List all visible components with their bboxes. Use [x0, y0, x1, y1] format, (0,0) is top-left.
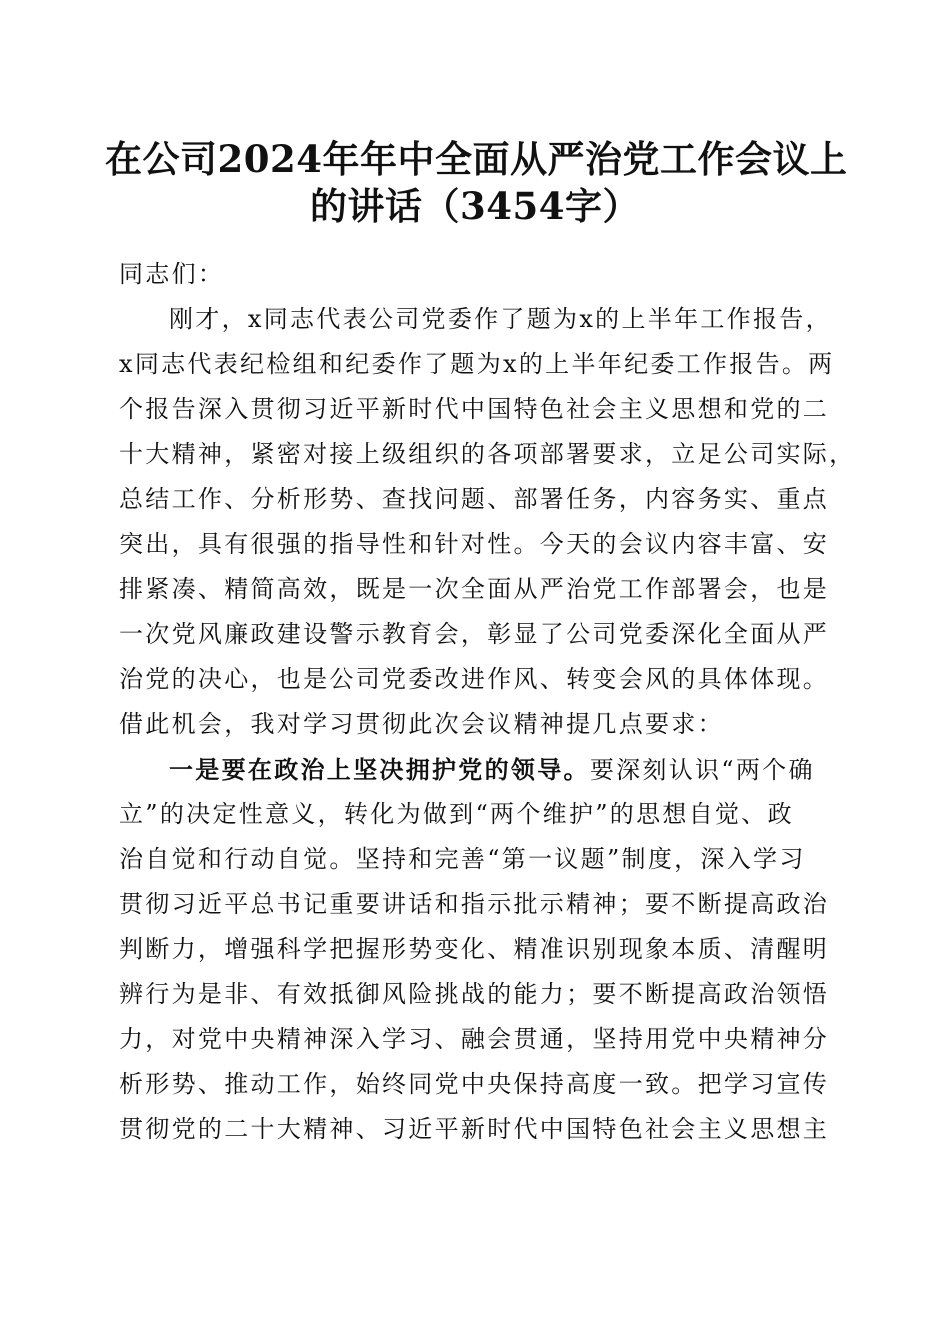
- title-line-2: 的讲话（3454字）: [310, 184, 640, 228]
- paragraph-2-line: 判断力，增强科学把握形势变化、精准识别现象本质、清醒明: [119, 935, 830, 963]
- paragraph-1-line: 突出，具有很强的指导性和针对性。今天的会议内容丰富、安: [119, 530, 830, 558]
- paragraph-1-line: 刚才，x同志代表公司党委作了题为x的上半年工作报告，: [169, 305, 832, 333]
- document-title: [105, 136, 848, 230]
- paragraph-2-line: 辨行为是非、有效抵御风险挑战的能力；要不断提高政治领悟: [119, 980, 830, 1008]
- paragraph-1-line: x同志代表纪检组和纪委作了题为x的上半年纪委工作报告。两: [119, 350, 835, 378]
- title-line-1: 在公司2024年年中全面从严治党工作会议上: [105, 137, 848, 181]
- paragraph-1-line: 总结工作、分析形势、查找问题、部署任务，内容务实、重点: [119, 485, 830, 513]
- paragraph-1-line: 个报告深入贯彻习近平新时代中国特色社会主义思想和党的二: [119, 395, 830, 423]
- paragraph-2-line: 贯彻党的二十大精神、习近平新时代中国特色社会主义思想主: [119, 1115, 830, 1143]
- greeting: 同志们：: [119, 260, 225, 288]
- paragraph-2-first-rest: 要深刻认识“两个确: [589, 756, 815, 784]
- paragraph-2-line: 立”的决定性意义，转化为做到“两个维护”的思想自觉、政: [119, 800, 794, 828]
- paragraph-2-first-line: [119, 747, 839, 792]
- paragraph-1-line: 治党的决心，也是公司党委改进作风、转变会风的具体体现。: [119, 665, 830, 693]
- paragraph-2-heading: 一是要在政治上坚决拥护党的领导。: [169, 755, 590, 784]
- paragraph-1-line: 借此机会，我对学习贯彻此次会议精神提几点要求：: [119, 710, 724, 738]
- paragraph-2-line: 治自觉和行动自觉。坚持和完善“第一议题”制度，深入学习: [119, 845, 806, 873]
- paragraph-2-line: 析形势、推动工作，始终同党中央保持高度一致。把学习宣传: [119, 1070, 830, 1098]
- paragraph-1-line: 一次党风廉政建设警示教育会，彰显了公司党委深化全面从严: [119, 620, 830, 648]
- paragraph-2-line: 力，对党中央精神深入学习、融会贯通，坚持用党中央精神分: [119, 1025, 830, 1053]
- paragraph-1-line: 十大精神，紧密对接上级组织的各项部署要求，立足公司实际，: [119, 440, 856, 468]
- document-body: [119, 252, 856, 1152]
- paragraph-2-line: 贯彻习近平总书记重要讲话和指示批示精神；要不断提高政治: [119, 890, 830, 918]
- paragraph-1-line: 排紧凑、精简高效，既是一次全面从严治党工作部署会，也是: [119, 575, 830, 603]
